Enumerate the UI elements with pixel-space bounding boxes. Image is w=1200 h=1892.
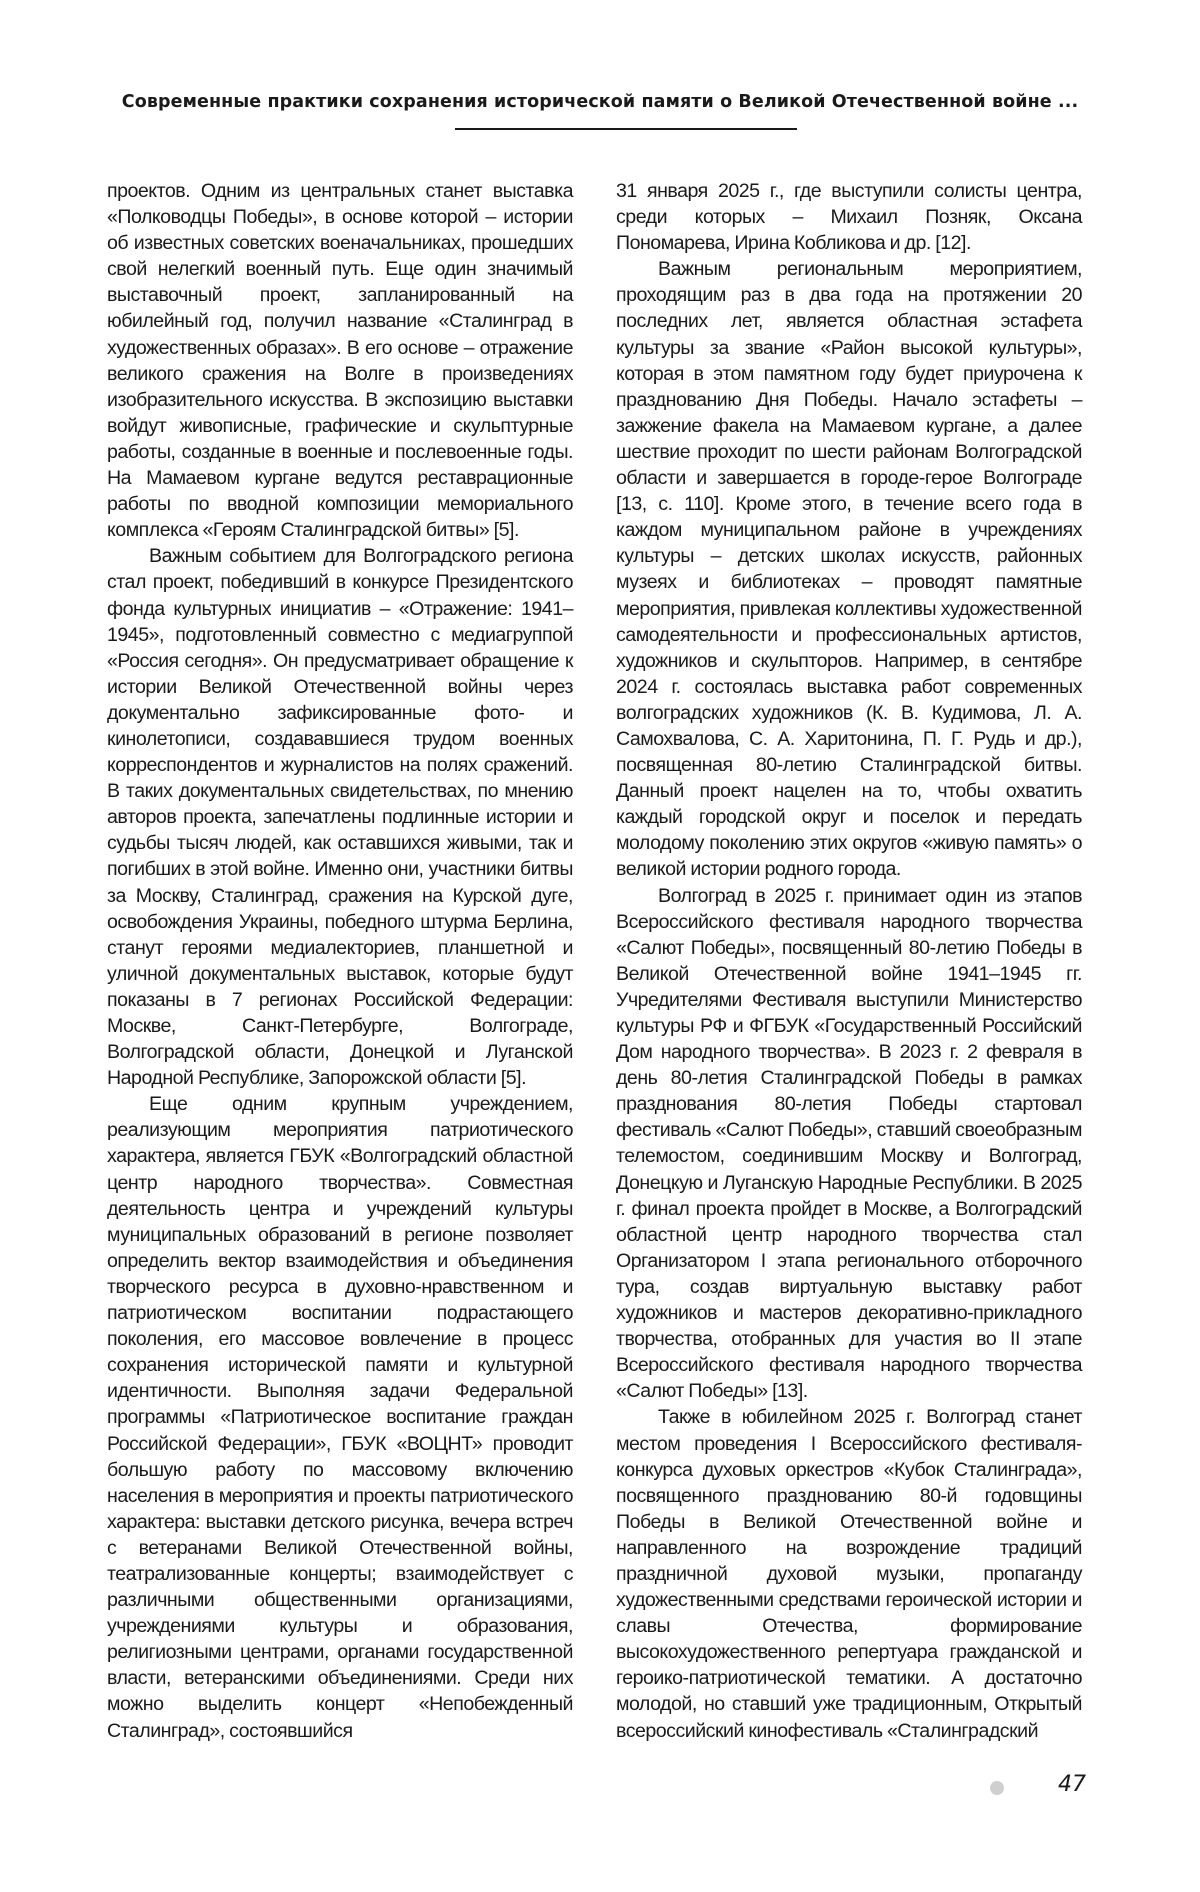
paragraph: Еще одним крупным учреждением, реализующим мероприятия патриотического характера, является ГБУК «Волгоградский областной центр народного творчества». Совместная деятельность центра и учреждений культуры муниципальных образований в регионе позволяет определить вектор взаимодействия и объединения творческого ресурса в духовно-нравственном и патриотическом воспитании подрастающего поколения, его массовое вовлечение в процесс сохранения исторической памяти и культурной идентичности. Выполняя задачи Федеральной программы «Патриотическое воспитание граждан Российской Федерации», ГБУК «ВОЦНТ» проводит большую работу по массовому включению населения в мероприятия и проекты патриотического характера: выставки детского рисунка, вечера встреч с ветеранами Великой Отечественной войны, театрализованные концерты; взаимодействует с различными общественными организациями, учреждениями культуры и образования, религиозными центрами, органами государственной власти, ветеранскими объединениями. Среди них можно выделить концерт «Непобежденный Сталинград», состоявшийся — [107, 1093, 573, 1742]
left-column — [107, 178, 573, 1744]
paragraph: проектов. Одним из центральных станет выставка «Полководцы Победы», в основе которой – истории об известных советских военачальниках, прошедших свой нелегкий военный путь. Еще один значимый выставочный проект, запланированный на юбилейный год, получил название «Сталинград в художественных образах». В его основе – отражение великого сражения на Волге в произведениях изобразительного искусства. В экспозицию выставки войдут живописные, графические и скульптурные работы, созданные в военные и послевоенные годы. На Мамаевом кургане ведутся реставрационные работы по вводной композиции мемориального комплекса «Героям Сталинградской битвы» [5]. — [107, 180, 573, 542]
paragraph: Важным региональным мероприятием, проходящим раз в два года на протяжении 20 последних лет, является областная эстафета культуры за звание «Район высокой культуры», которая в этом памятном году будет приурочена к празднованию Дня Победы. Начало эстафеты – зажжение факела на Мамаевом кургане, а далее шествие проходит по шести районам Волгоградской области и завершается в городе-герое Волгограде [13, с. 110]. Кроме этого, в течение всего года в каждом муниципальном районе в учреждениях культуры – детских школах искусств, районных музеях и библиотеках – проводят памятные мероприятия, привлекая коллективы художественной самодеятельности и профессиональных артистов, художников и скульпторов. Например, в сентябре 2024 г. состоялась выставка работ современных волгоградских художников (К. В. Кудимова, Л. А. Самохвалова, С. А. Харитонина, П. Г. Рудь и др.), посвященная 80-летию Сталинградской битвы. Данный проект нацелен на то, чтобы охватить каждый городской округ и поселок и передать молодому поколению этих округов «живую память» о великой истории родного города. — [616, 258, 1082, 881]
header-rule — [455, 128, 797, 130]
footer-dot — [990, 1781, 1004, 1795]
paragraph: Также в юбилейном 2025 г. Волгоград станет местом проведения I Всероссийского фестиваля-конкурса духовых оркестров «Кубок Сталинграда», посвященного празднованию 80-й годовщины Победы в Великой Отечественной войне и направленного на возрождение традиций праздничной духовой музыки, пропаганду художественными средствами героической истории и славы Отечества, формирование высокохудожественного репертуара гражданской и героико-патриотической тематики. А достаточно молодой, но ставший уже традиционным, Открытый всероссийский кинофестиваль «Сталинградский — [616, 1406, 1082, 1742]
running-title: Современные практики сохранения исторической памяти о Великой Отечественной войне ... — [121, 92, 1079, 112]
paragraph: 31 января 2025 г., где выступили солисты центра, среди которых – Михаил Позняк, Оксана Пономарева, Ирина Кобликова и др. [12]. — [616, 180, 1082, 255]
paragraph: Волгоград в 2025 г. принимает один из этапов Всероссийского фестиваля народного творчества «Салют Победы», посвященный 80-летию Победы в Великой Отечественной войне 1941–1945 гг. Учредителями Фестиваля выступили Министерство культуры РФ и ФГБУК «Государственный Российский Дом народного творчества». В 2023 г. 2 февраля в день 80-летия Сталинградской Победы в рамках празднования 80-летия Победы стартовал фестиваль «Салют Победы», ставший своеобразным телемостом, соединившим Москву и Волгоград, Донецкую и Луганскую Народные Республики. В 2025 г. финал проекта пройдет в Москве, а Волгоградский областной центр народного творчества стал Организатором I этапа регионального отборочного тура, создав виртуальную выставку работ художников и мастеров декоративно-прикладного творчества, отобранных для участия во II этапе Всероссийского фестиваля народного творчества «Салют Победы» [13]. — [616, 884, 1082, 1403]
paragraph: Важным событием для Волгоградского региона стал проект, победивший в конкурсе Президентского фонда культурных инициатив – «Отражение: 1941–1945», подготовленный совместно с медиагруппой «Россия сегодня». Он предусматривает обращение к истории Великой Отечественной войны через документально зафиксированные фото- и кинолетописи, создававшиеся трудом военных корреспондентов и журналистов на полях сражений. В таких документальных свидетельствах, по мнению авторов проекта, запечатлены подлинные истории и судьбы тысяч людей, как оставшихся живыми, так и погибших в этой войне. Именно они, участники битвы за Москву, Сталинград, сражения на Курской дуге, освобождения Украины, победного штурма Берлина, станут героями медиалекториев, планшетной и уличной документальных выставок, которые будут показаны в 7 регионах Российской Федерации: Москве, Санкт-Петербурге, Волгограде, Волгоградской области, Донецкой и Луганской Народной Республике, Запорожской области [5]. — [107, 545, 573, 1090]
page-number: 47 — [1058, 1772, 1086, 1797]
right-column — [616, 178, 1082, 1744]
